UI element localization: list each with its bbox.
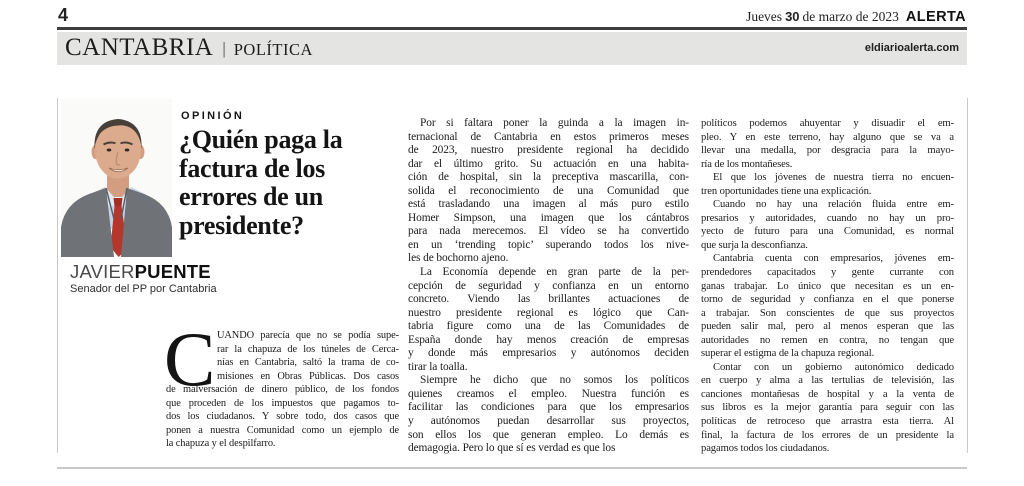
kicker-opinion: OPINIÓN (181, 110, 245, 122)
text-line: la chapuza y el despilfarro. (166, 438, 276, 450)
text-line: ternacional de Cantabria en estos primeros meses (408, 130, 689, 143)
text-line: llevar una medalla, por desgracia para la mayo- (701, 145, 954, 157)
eye-right (125, 149, 130, 152)
text-line: está trasladando una imagen al más puro estilo (408, 198, 689, 211)
text-line: cepción de seguridad y confianza en un entorno (408, 279, 689, 292)
text-line: que surja la desconfianza. (701, 239, 808, 251)
text-line: nías en Cantabria, saltó la trama de co- (217, 357, 399, 369)
dateline (746, 9, 966, 25)
dateline-day-number: 30 (785, 9, 800, 24)
text-line: superar el estigma de la chapuza regional. (701, 348, 875, 360)
paragraph (408, 374, 689, 455)
paragraph (164, 316, 399, 451)
eye-left (107, 149, 112, 152)
paragraph (701, 198, 954, 252)
text-line: autoridades no remen en contra, no tengan que (701, 334, 954, 346)
text-line: que proceden de los impuestos que pagamos to- (166, 397, 399, 409)
headline-line: ¿Quién paga la (179, 125, 343, 154)
text-line: Cuando no hay una relación fluida entre em- (713, 199, 954, 211)
text-line: pueden salir mal, pero al menos esperan que las (701, 321, 954, 333)
page-number: 4 (58, 5, 69, 25)
article-right-rule (967, 98, 968, 453)
text-line: políticos podemos ahuyentar y disuadir el em- (701, 118, 954, 129)
website-url: eldiarioalerta.com (864, 42, 959, 54)
headline (179, 126, 399, 240)
paragraph (408, 117, 689, 266)
text-line: ganas trabajar. Lo único que necesitan es un en- (701, 280, 954, 292)
text-line: les de bochorno ajeno. (408, 252, 509, 265)
text-line: UANDO parecía que no se podía supe- (217, 330, 399, 341)
paragraph (701, 171, 954, 198)
headline-line: errores de un (179, 182, 323, 211)
tie-knot (114, 198, 123, 206)
paragraph (701, 252, 954, 360)
text-line: yecto de futuro para una Comunidad, es normal (701, 226, 954, 238)
text-line: ponen a nuestra Comunidad como un ejemplo de (166, 424, 399, 436)
headline-line: factura de los (179, 153, 325, 183)
text-line: son ellos los que generan empleo. Lo demás es (408, 428, 689, 441)
text-line: tirar la toalla. (408, 360, 468, 373)
text-line: rar la chapuza de los túneles de Cerca- (217, 343, 399, 355)
author-name (70, 261, 211, 283)
text-line: España donde hay menos creación de empresas (408, 333, 689, 346)
text-line: de 2023, nuestro presidente regional ha decidido (408, 144, 689, 157)
text-line: prendedores capacitados y gente currante con (701, 267, 954, 279)
text-line: Contar con un gobierno autonómico dedicado (713, 361, 954, 373)
section-title: CANTABRIA (65, 34, 214, 61)
body-column-3 (701, 117, 954, 456)
headline-line: presidente? (179, 210, 304, 240)
text-line: concreto. Viendo las brillantes actuaciones de (408, 293, 689, 306)
author-first-name: JAVIER (70, 261, 135, 282)
text-line: y autónomos puedan desarrollar sus proyectos, (408, 415, 689, 428)
text-line: y donde más empresarios y autónomos deciden (408, 347, 689, 360)
text-line: facilitar las condiciones para que los empresarios (408, 401, 689, 414)
author-portrait-photo (61, 99, 172, 257)
text-line: pleo. Y en este terreno, hay alguno que se va a (701, 131, 954, 143)
text-line: El que los jóvenes de nuestra tierra no encuen- (713, 172, 954, 184)
text-line: en un ‘trending topic’ superando todos los nive- (408, 238, 689, 251)
text-line: misiones en Obras Públicas. Dos casos (217, 370, 399, 382)
section-divider: | (222, 39, 226, 58)
text-line: dos los ciudadanos. Y sobre todo, dos casos que (166, 411, 399, 423)
paragraph (701, 361, 954, 456)
text-line: torno de seguridad y confianza en el que ponerse (701, 294, 954, 306)
article-left-rule (57, 98, 58, 453)
dateline-day: Jueves (746, 9, 783, 24)
section-band (57, 32, 967, 65)
text-line: demagogia. Pero lo que sí es verdad es que los (408, 442, 616, 455)
text-line: en cuerpo y alma a las tertulias de televisión, las (701, 375, 954, 387)
text-line: Por si faltara poner la guinda a la imagen in- (420, 117, 689, 129)
text-line: pagamos todos los ciudadanos. (701, 443, 830, 455)
text-line: final, la factura de los errores de un presidente la (701, 429, 954, 441)
text-line: Cantabria cuenta con empresarios, jóvenes em- (713, 253, 954, 265)
newspaper-logo: ALERTA (905, 9, 966, 25)
paragraph (701, 117, 954, 171)
text-line: políticas de retroceso que arrastra esta tierra. Al (701, 416, 954, 428)
text-line: La Economía depende en gran parte de la per- (420, 266, 689, 279)
text-line: Siempre he dicho que no somos los políticos (420, 374, 689, 387)
text-line: tabria figure como una de las Comunidades de (408, 320, 689, 333)
dateline-date: de marzo de 2023 (802, 9, 899, 24)
text-line: Homer Simpson, una imagen que los cántabros (408, 211, 689, 224)
body-column-1 (164, 316, 399, 451)
text-line: a trabajar. Son conscientes de que sus proyectos (701, 307, 954, 319)
text-line: tren oportunidades tiene una explicación. (701, 185, 872, 197)
text-line: nuestro presidente regional es lógico que Can- (408, 306, 689, 319)
subsection-title: POLÍTICA (233, 39, 313, 59)
article-bottom-rule (57, 467, 967, 469)
text-line: solida el reconocimiento de una Comunidad que (408, 184, 689, 197)
author-last-name: PUENTE (134, 261, 211, 282)
paragraph (408, 266, 689, 374)
text-line: quienes creamos el empleo. Nuestra función es (408, 387, 689, 400)
text-line: para nada merecemos. El vídeo se ha convertido (408, 225, 689, 238)
text-line: dar el último grito. Su actuación en una habita- (408, 157, 689, 170)
text-line: de malversación de dinero público, de los fondos (166, 384, 399, 396)
body-column-2 (408, 117, 689, 456)
text-line: canciones montañesas de hospital y a la venta de (701, 388, 954, 400)
text-line: ría de los montañeses. (701, 158, 793, 170)
header-rule (57, 27, 967, 30)
text-line: sus libros es la mejor garantía para seguir con las (701, 402, 954, 414)
text-line: presarios y autoridades, cuando no hay un pro- (701, 212, 954, 224)
author-title: Senador del PP por Cantabria (70, 283, 217, 295)
drop-cap: C (164, 316, 216, 402)
text-line: ción de hospital, sin la preceptiva mascarilla, con- (408, 171, 689, 184)
